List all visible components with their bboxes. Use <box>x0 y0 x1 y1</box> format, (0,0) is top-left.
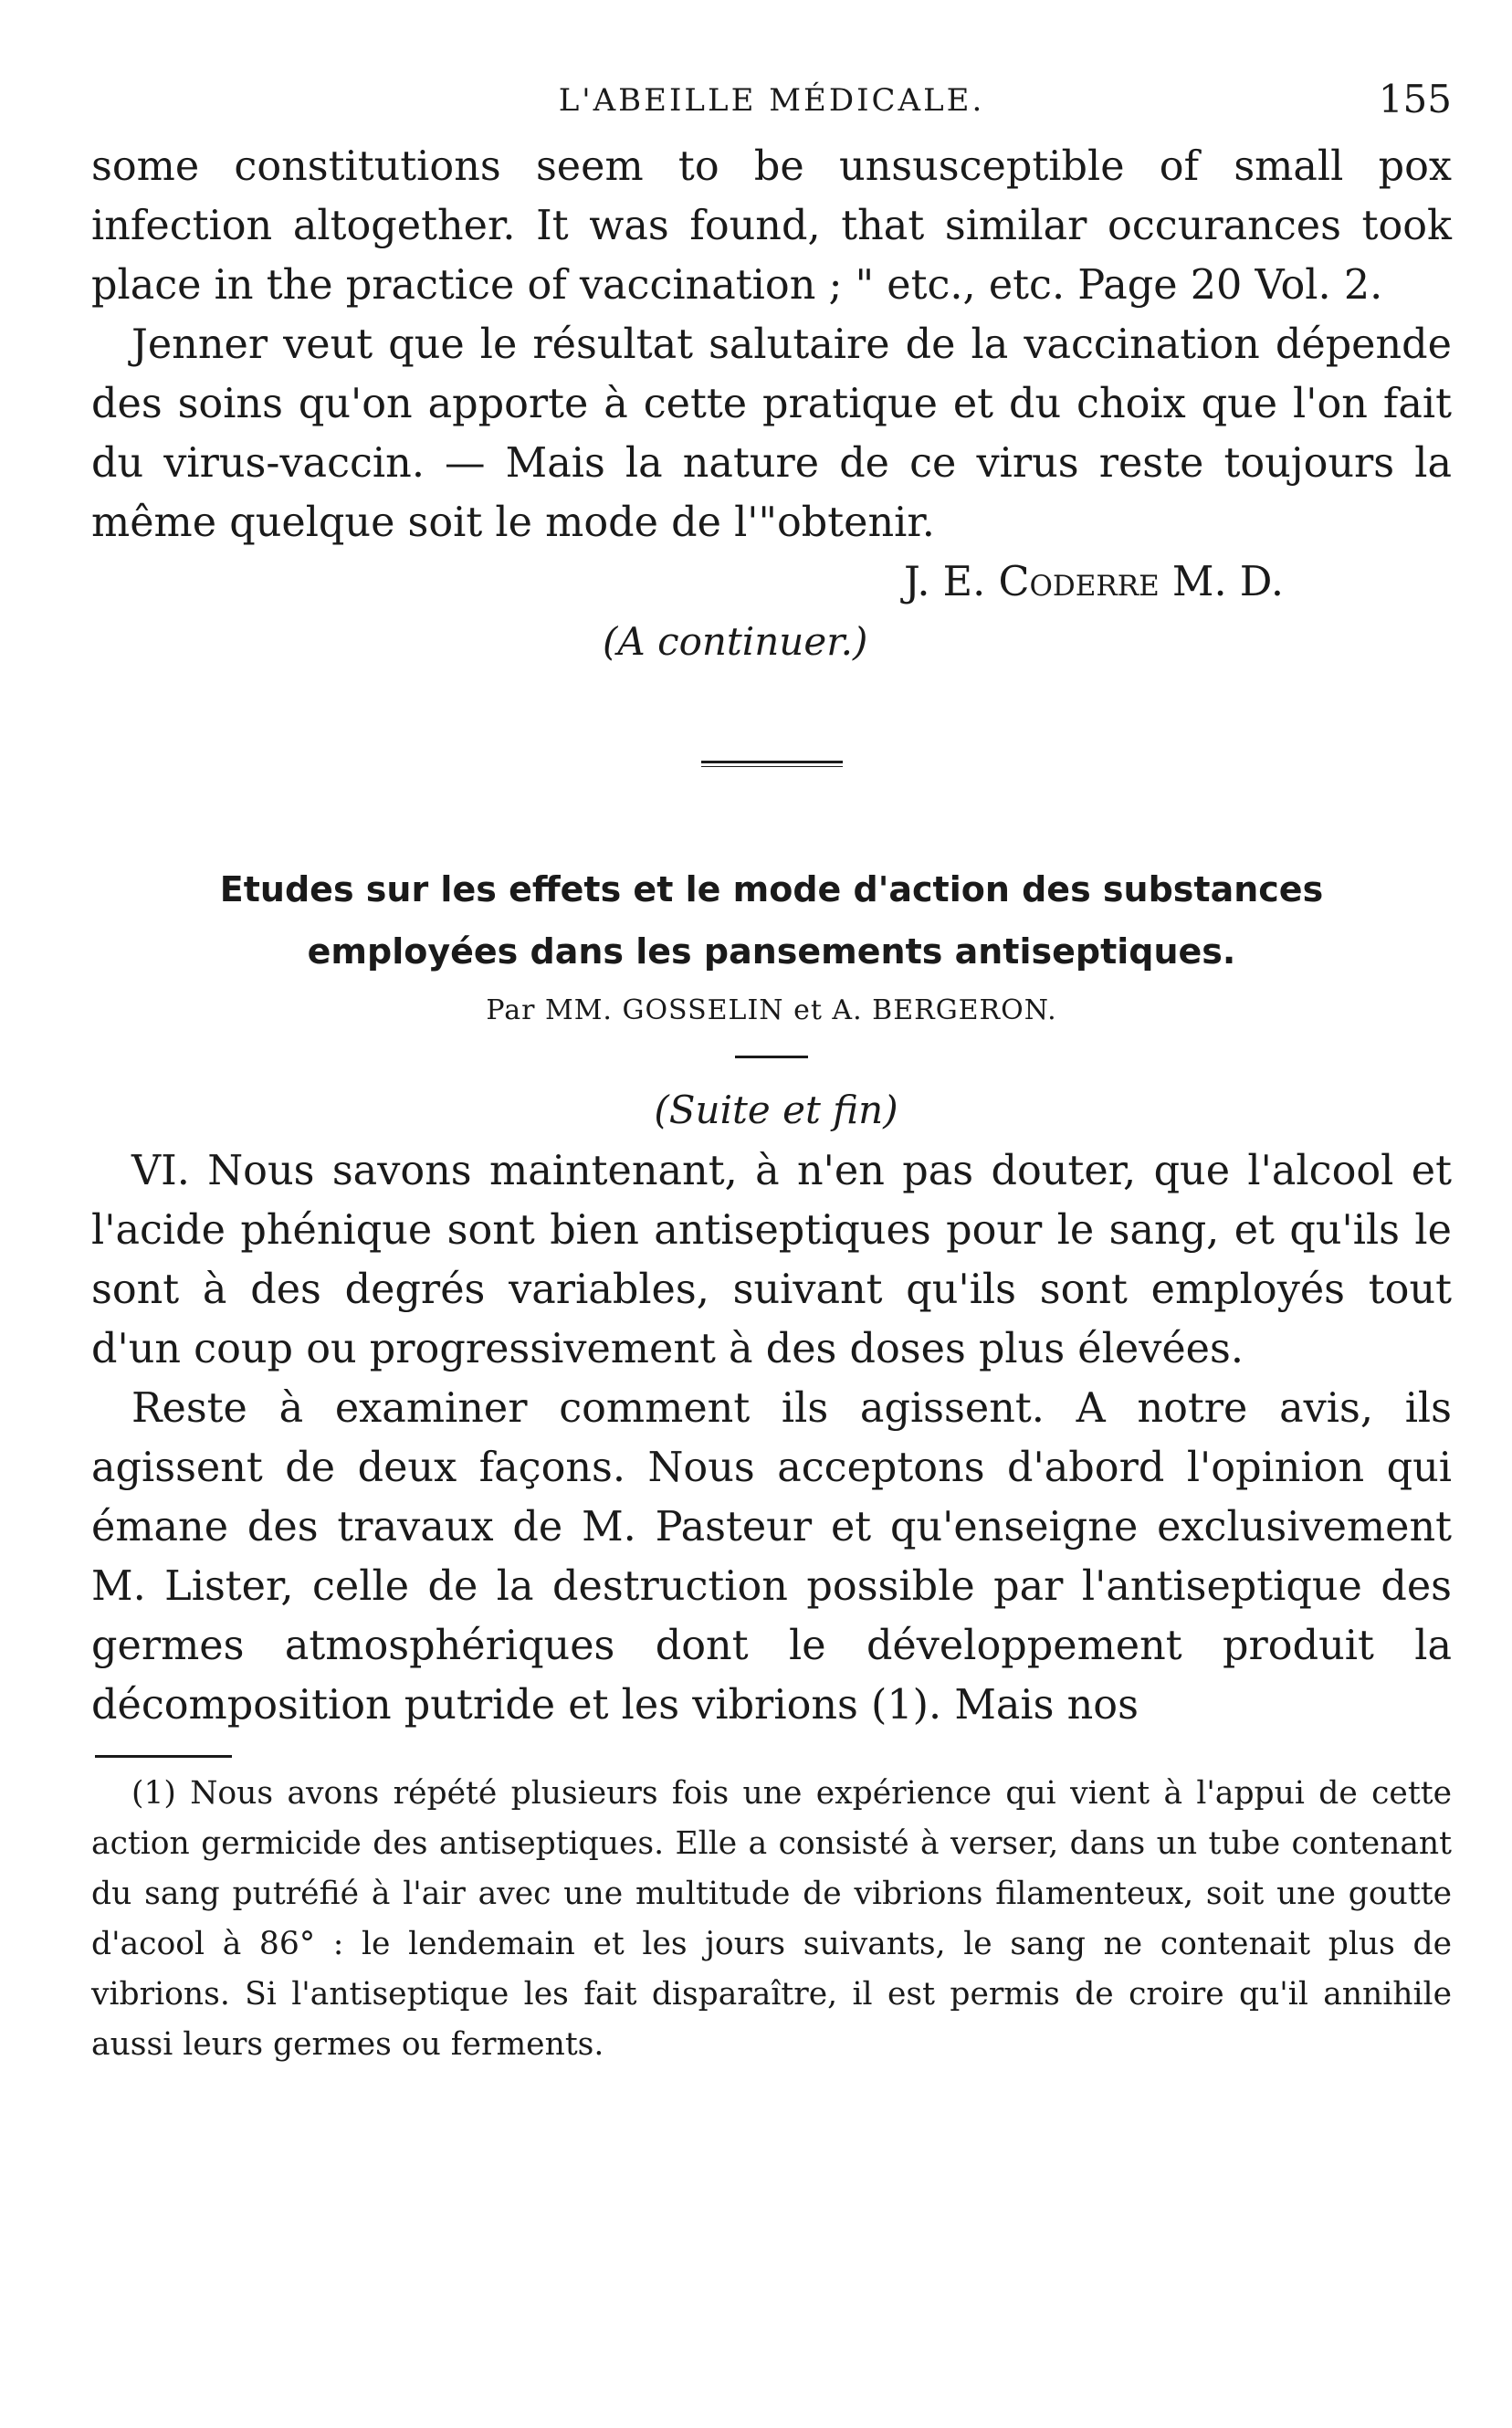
page-number: 155 <box>1378 77 1452 121</box>
running-title: L'ABEILLE MÉDICALE. <box>558 82 985 119</box>
to-be-continued-note: (A continuer.) <box>603 619 868 664</box>
article-paragraph-2: Reste à examiner comment ils agissent. A notre avis, ils agissent de deux façons. Nous acceptons d'abord l'opinion qui émane des travaux de M. Pasteur et qu'enseigne exclusivement M. Lister, celle de la destruction possible par l'antiseptique des germes atmosphériques dont le développement produit la décomposition putride et les vibrions (1). Mais nos <box>91 1385 1452 1729</box>
section-separator-rule <box>701 761 843 767</box>
article-title-line-1: Etudes sur les effets et le mode d'action des substances <box>219 869 1324 909</box>
byline-rule <box>735 1056 808 1058</box>
footnote: (1) Nous avons répété plusieurs fois une expérience qui vient à l'appui de cette action germicide des antiseptiques. Elle a consisté à verser, dans un tube contenant du sang putréfié à l'air avec une multitude de vibrions filamenteux, soit une goutte d'acool à 86° : le lendemain et les jours suivants, le sang ne contenait plus de vibrions. Si l'antiseptique les fait disparaître, il est permis de croire qu'il annihile aussi leurs germes ou ferments. <box>91 1775 1452 2063</box>
continuation-note: (Suite et fin) <box>654 1088 898 1132</box>
signature-title: M. D. <box>1171 559 1284 605</box>
author-signature <box>91 552 1452 612</box>
page <box>91 73 1452 2070</box>
page-header <box>91 73 1452 137</box>
previous-article-paragraph-1: some constitutions seem to be unsusceptible of small pox infection altogether. It was found, that similar occurances took place in the practice of vaccination ; " etc., etc. Page 20 Vol. 2. <box>91 143 1452 309</box>
article-title-line-2: employées dans les pansements antiseptiques. <box>307 931 1236 972</box>
article-title <box>91 858 1452 983</box>
signature-name: Coderre <box>998 559 1160 605</box>
article-paragraph-1: VI. Nous savons maintenant, à n'en pas douter, que l'alcool et l'acide phénique sont bien antiseptiques pour le sang, et qu'ils le sont à des degrés variables, suivant qu'ils sont employés tout d'un coup ou progressivement à des doses plus élevées. <box>91 1148 1452 1372</box>
previous-article-paragraph-2: Jenner veut que le résultat salutaire de la vaccination dépende des soins qu'on apporte à cette pratique et du choix que l'on fait du virus-vaccin. — Mais la nature de ce virus reste toujours la même quelque soit le mode de l'"obtenir. <box>91 321 1452 546</box>
signature-initials: J. E. <box>904 559 986 605</box>
footnote-rule <box>95 1755 232 1758</box>
article-byline: Par MM. GOSSELIN et A. BERGERON. <box>486 994 1057 1026</box>
